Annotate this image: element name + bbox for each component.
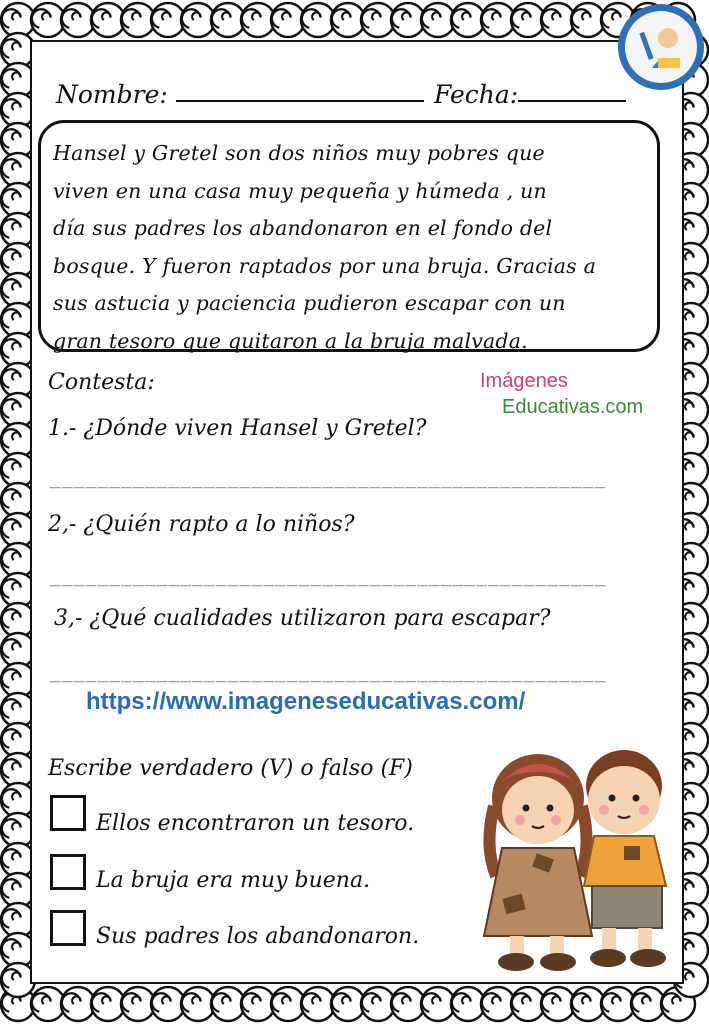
passage-line: sus astucia y paciencia pudieron escapar con un	[53, 291, 566, 315]
watermark-line1: Imágenes	[480, 370, 568, 392]
website-url[interactable]: https://www.imageneseducativas.com/	[86, 688, 526, 715]
reading-passage	[38, 120, 660, 352]
watermark-line2: Educativas.com	[502, 396, 644, 418]
passage-line: bosque. Y fueron raptados por una bruja. Gracias a	[53, 253, 596, 278]
hansel-gretel-illustration	[474, 736, 680, 974]
passage-line: Hansel y Gretel son dos niños muy pobres que	[53, 141, 545, 165]
checkbox-3[interactable]	[50, 910, 86, 946]
answer-line-2[interactable]: _______________________________________________	[50, 566, 607, 587]
passage-line: viven en una casa muy pequeña y húmeda , un	[53, 178, 547, 203]
name-field[interactable]	[176, 100, 424, 102]
date-label: Fecha:	[434, 80, 519, 109]
answer-line-3[interactable]: _______________________________________________	[50, 662, 607, 683]
imagenes-educativas-logo-icon	[616, 2, 706, 92]
question-3: 3,- ¿Qué cualidades utilizaron para escapar?	[54, 606, 551, 631]
passage-line: día sus padres los abandonaron en el fondo del	[53, 216, 553, 240]
answer-line-1[interactable]: _______________________________________________	[50, 468, 607, 489]
question-1: 1.- ¿Dónde viven Hansel y Gretel?	[48, 416, 427, 441]
true-false-heading: Escribe verdadero (V) o falso (F)	[48, 756, 413, 781]
statement-1: Ellos encontraron un tesoro.	[96, 811, 415, 836]
checkbox-1[interactable]	[50, 795, 86, 831]
questions-heading: Contesta:	[48, 370, 155, 395]
statement-2: La bruja era muy buena.	[96, 868, 371, 893]
checkbox-2[interactable]	[50, 854, 86, 890]
statement-3: Sus padres los abandonaron.	[96, 924, 420, 949]
question-2: 2,- ¿Quién rapto a lo niños?	[48, 512, 355, 537]
date-field[interactable]	[518, 100, 626, 102]
passage-line: gran tesoro que quitaron a la bruja malvada.	[53, 328, 528, 353]
name-label: Nombre:	[56, 80, 168, 109]
